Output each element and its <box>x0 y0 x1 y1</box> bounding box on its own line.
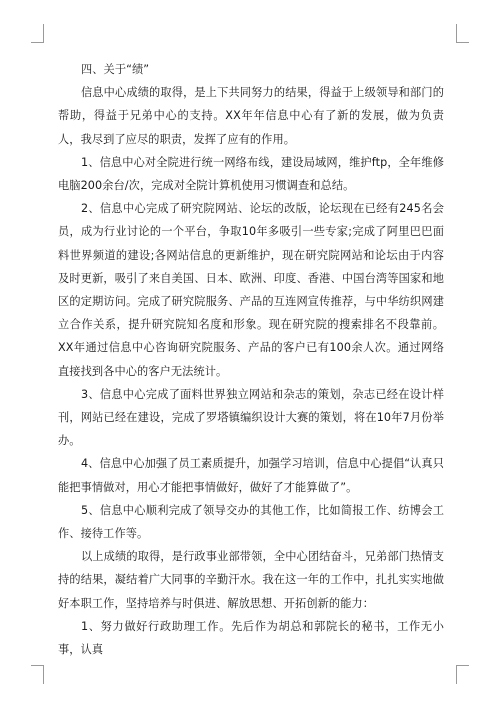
document-body <box>58 58 444 661</box>
paragraph-item-4: 4、信息中心加强了员工素质提升，加强学习培训，信息中心提倡“认真只能把事情做对，用心才能把事情做好，做好了才能算做了”。 <box>58 457 444 494</box>
paragraph-item-1: 1、信息中心对全院进行统一网络布线，建设局域网，维护ftp，全年维修电脑200余台/次，完成对全院计算机使用习惯调查和总结。 <box>58 155 444 193</box>
section-heading: 四、关于“绩” <box>80 63 150 76</box>
crop-mark-top-right <box>456 24 469 43</box>
paragraph-conclusion: 以上成绩的取得，是行政事业部带领，全中心团结奋斗，兄弟部门热情支持的结果，凝结着广大同事的辛勤汗水。我在这一年的工作中，扎扎实实地做好本职工作，坚持培养与时俱进、解放思想、开拓创新的能力： <box>58 550 444 610</box>
paragraph-item-5: 5、信息中心顺利完成了领导交办的其他工作，比如简报工作、纺博会工作、接待工作等。 <box>58 503 444 541</box>
paragraph-item-3: 3、信息中心完成了面料世界独立网站和杂志的策划，杂志已经在设计样刊，网站已经在建设，完成了罗塔镇编织设计大赛的策划，将在10年7月份举办。 <box>58 387 444 448</box>
crop-mark-bottom-left <box>31 665 44 684</box>
crop-mark-bottom-right <box>456 665 469 684</box>
paragraph-summary: 信息中心成绩的取得，是上下共同努力的结果，得益于上级领导和部门的帮助，得益于兄弟中心的支持。XX年年信息中心有了新的发展，做为负责人，我尽到了应尽的职责，发挥了应有的作用。 <box>58 86 444 146</box>
crop-mark-top-left <box>31 24 44 43</box>
paragraph-work-1: 1、努力做好行政助理工作。先后作为胡总和郭院长的秘书，工作无小事，认真 <box>58 619 444 657</box>
paragraph-item-2: 2、信息中心完成了研究院网站、论坛的改版，论坛现在已经有245名会员，成为行业讨论的一个平台，争取10年多吸引一些专家;完成了阿里巴巴面料世界频道的建设;各网站信息的更新维护，现在研究院网站和论坛由于内容及时更新，吸引了来自美国、日本、欧洲、印度、香港、中国台湾等国家和地区的定期访问。完成了研究院服务、产品的互连网宣传推荐，与中华纺织网建立合作关系，提升研究院知名度和形象。现在研究院的搜索排名不段靠前。XX年通过信息中心咨询研究院服务、产品的客户已有100余人次。通过网络直接找到各中心的客户无法统计。 <box>58 202 444 378</box>
